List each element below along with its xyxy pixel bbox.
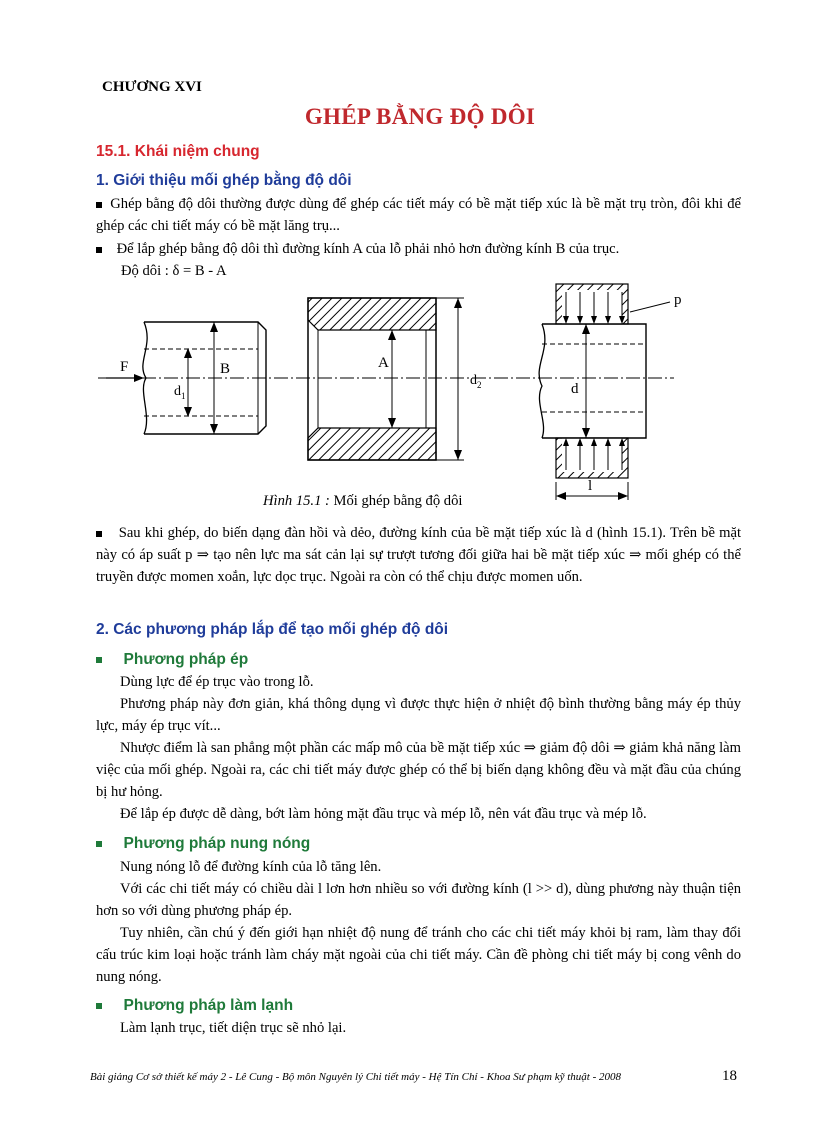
force-label: F bbox=[120, 359, 129, 375]
length-label: l bbox=[588, 478, 593, 494]
chapter-title: GHÉP BẰNG ĐỘ DÔI bbox=[304, 104, 536, 129]
d1-letter: d bbox=[174, 384, 181, 399]
d2-letter: d bbox=[470, 373, 477, 388]
method-press-line4: Để lắp ép được dễ dàng, bớt làm hỏng mặt đầu trục và mép lỗ, nên vát đầu trục và mép lỗ. bbox=[120, 806, 647, 822]
bullet-icon bbox=[96, 247, 102, 253]
d2-subscript: 2 bbox=[477, 380, 482, 390]
d1-label bbox=[174, 384, 186, 401]
section-heading: 15.1. Khái niệm chung bbox=[96, 143, 260, 160]
chapter-label: CHƯƠNG XVI bbox=[102, 79, 202, 95]
method-cool-line1: Làm lạnh trục, tiết diện trục sẽ nhỏ lại. bbox=[120, 1020, 347, 1036]
bullet-icon bbox=[96, 531, 102, 537]
paragraph-condition bbox=[96, 238, 741, 260]
method-heat-line3: Tuy nhiên, cần chú ý đến giới hạn nhiệt độ nung để tránh cho các chi tiết máy khỏi bị ram, làm thay đổi cấu trúc kim loại hoặc tránh làm cháy mặt ngoài của chi tiết máy. Cần đề phòng chi tiết máy bị cong vênh do nung nóng. bbox=[96, 925, 741, 985]
interference-formula: Độ dôi : δ = B - A bbox=[121, 263, 227, 279]
page-number: 18 bbox=[722, 1068, 737, 1084]
figure-interference-fit bbox=[96, 276, 716, 512]
method-cool-heading bbox=[96, 997, 293, 1015]
paragraph-intro-text: Ghép bằng độ dôi thường được dùng để ghép các tiết máy có bề mặt tiếp xúc là bề mặt trụ tròn, đôi khi để ghép các chi tiết máy có bề mặt lăng trụ... bbox=[96, 196, 741, 234]
method-press-line3: Nhược điểm là san phẳng một phần các mấp mô của bề mặt tiếp xúc ⇒ giảm độ dôi ⇒ giảm khả năng làm việc của mối ghép. Ngoài ra, các chi tiết máy được ghép có thể bị biến dạng không đều và mặt đầu của chúng bị hư hỏng. bbox=[96, 740, 741, 800]
method-heat-heading bbox=[96, 835, 310, 853]
d2-label bbox=[470, 373, 482, 390]
method-heat-line1: Nung nóng lỗ để đường kính của lỗ tăng lên. bbox=[120, 859, 382, 875]
page-footer: Bài giảng Cơ sở thiết kế máy 2 - Lê Cung - Bộ môn Nguyên lý Chi tiết máy - Hệ Tín Chỉ - Khoa Sư phạm kỹ thuật - 2008 bbox=[90, 1071, 622, 1083]
subsection-heading-2: 2. Các phương pháp lắp để tạo mối ghép độ dôi bbox=[96, 621, 449, 638]
bullet-icon bbox=[96, 202, 102, 208]
method-press-line2: Phương pháp này đơn giản, khá thông dụng vì được thực hiện ở nhiệt độ bình thường bằng máy ép thủy lực, máy ép trục vít... bbox=[96, 696, 741, 734]
paragraph-condition-text: Để lắp ghép bằng độ dôi thì đường kính A của lỗ phải nhỏ hơn đường kính B của trục. bbox=[116, 241, 620, 257]
method-heat-title: Phương pháp nung nóng bbox=[123, 835, 311, 852]
paragraph-after-assembly bbox=[96, 522, 741, 588]
figure-caption bbox=[263, 490, 462, 512]
d-label: d bbox=[571, 381, 579, 397]
method-press-line1: Dùng lực để ép trục vào trong lỗ. bbox=[120, 674, 314, 690]
assembled-joint-drawing bbox=[539, 284, 670, 500]
figure-caption-label: Hình 15.1 : bbox=[263, 493, 330, 509]
paragraph-after-assembly-text: Sau khi ghép, do biến dạng đàn hồi và dẻo, đường kính của bề mặt tiếp xúc là d (hình 15.1). Trên bề mặt này có áp suất p ⇒ tạo nên lực ma sát cản lại sự trượt tương đối giữa hai bề mặt tiếp xúc ⇒ mối ghép có thể truyền được momen xoắn, lực dọc trục. Ngoài ra còn có thể chịu được momen uốn. bbox=[96, 525, 741, 585]
hub-drawing bbox=[308, 298, 464, 460]
method-press-body bbox=[96, 671, 741, 825]
method-heat-body bbox=[96, 856, 741, 988]
subsection-heading-1: 1. Giới thiệu mối ghép bằng độ dôi bbox=[96, 172, 352, 189]
green-bullet-icon bbox=[96, 657, 102, 663]
paragraph-intro bbox=[96, 193, 741, 237]
pressure-label: p bbox=[674, 292, 682, 308]
green-bullet-icon bbox=[96, 1003, 102, 1009]
d1-subscript: 1 bbox=[181, 391, 186, 401]
figure-caption-text: Mối ghép bằng độ dôi bbox=[329, 493, 463, 509]
green-bullet-icon bbox=[96, 841, 102, 847]
method-press-heading bbox=[96, 651, 248, 669]
method-press-title: Phương pháp ép bbox=[123, 651, 249, 668]
b-label: B bbox=[220, 361, 231, 377]
method-cool-title: Phương pháp làm lạnh bbox=[123, 997, 294, 1014]
a-label: A bbox=[378, 355, 389, 371]
method-heat-line2: Với các chi tiết máy có chiều dài l lơn hơn nhiều so với đường kính (l >> d), dùng phương này thuận tiện hơn so với dùng phương pháp ép. bbox=[96, 881, 741, 919]
